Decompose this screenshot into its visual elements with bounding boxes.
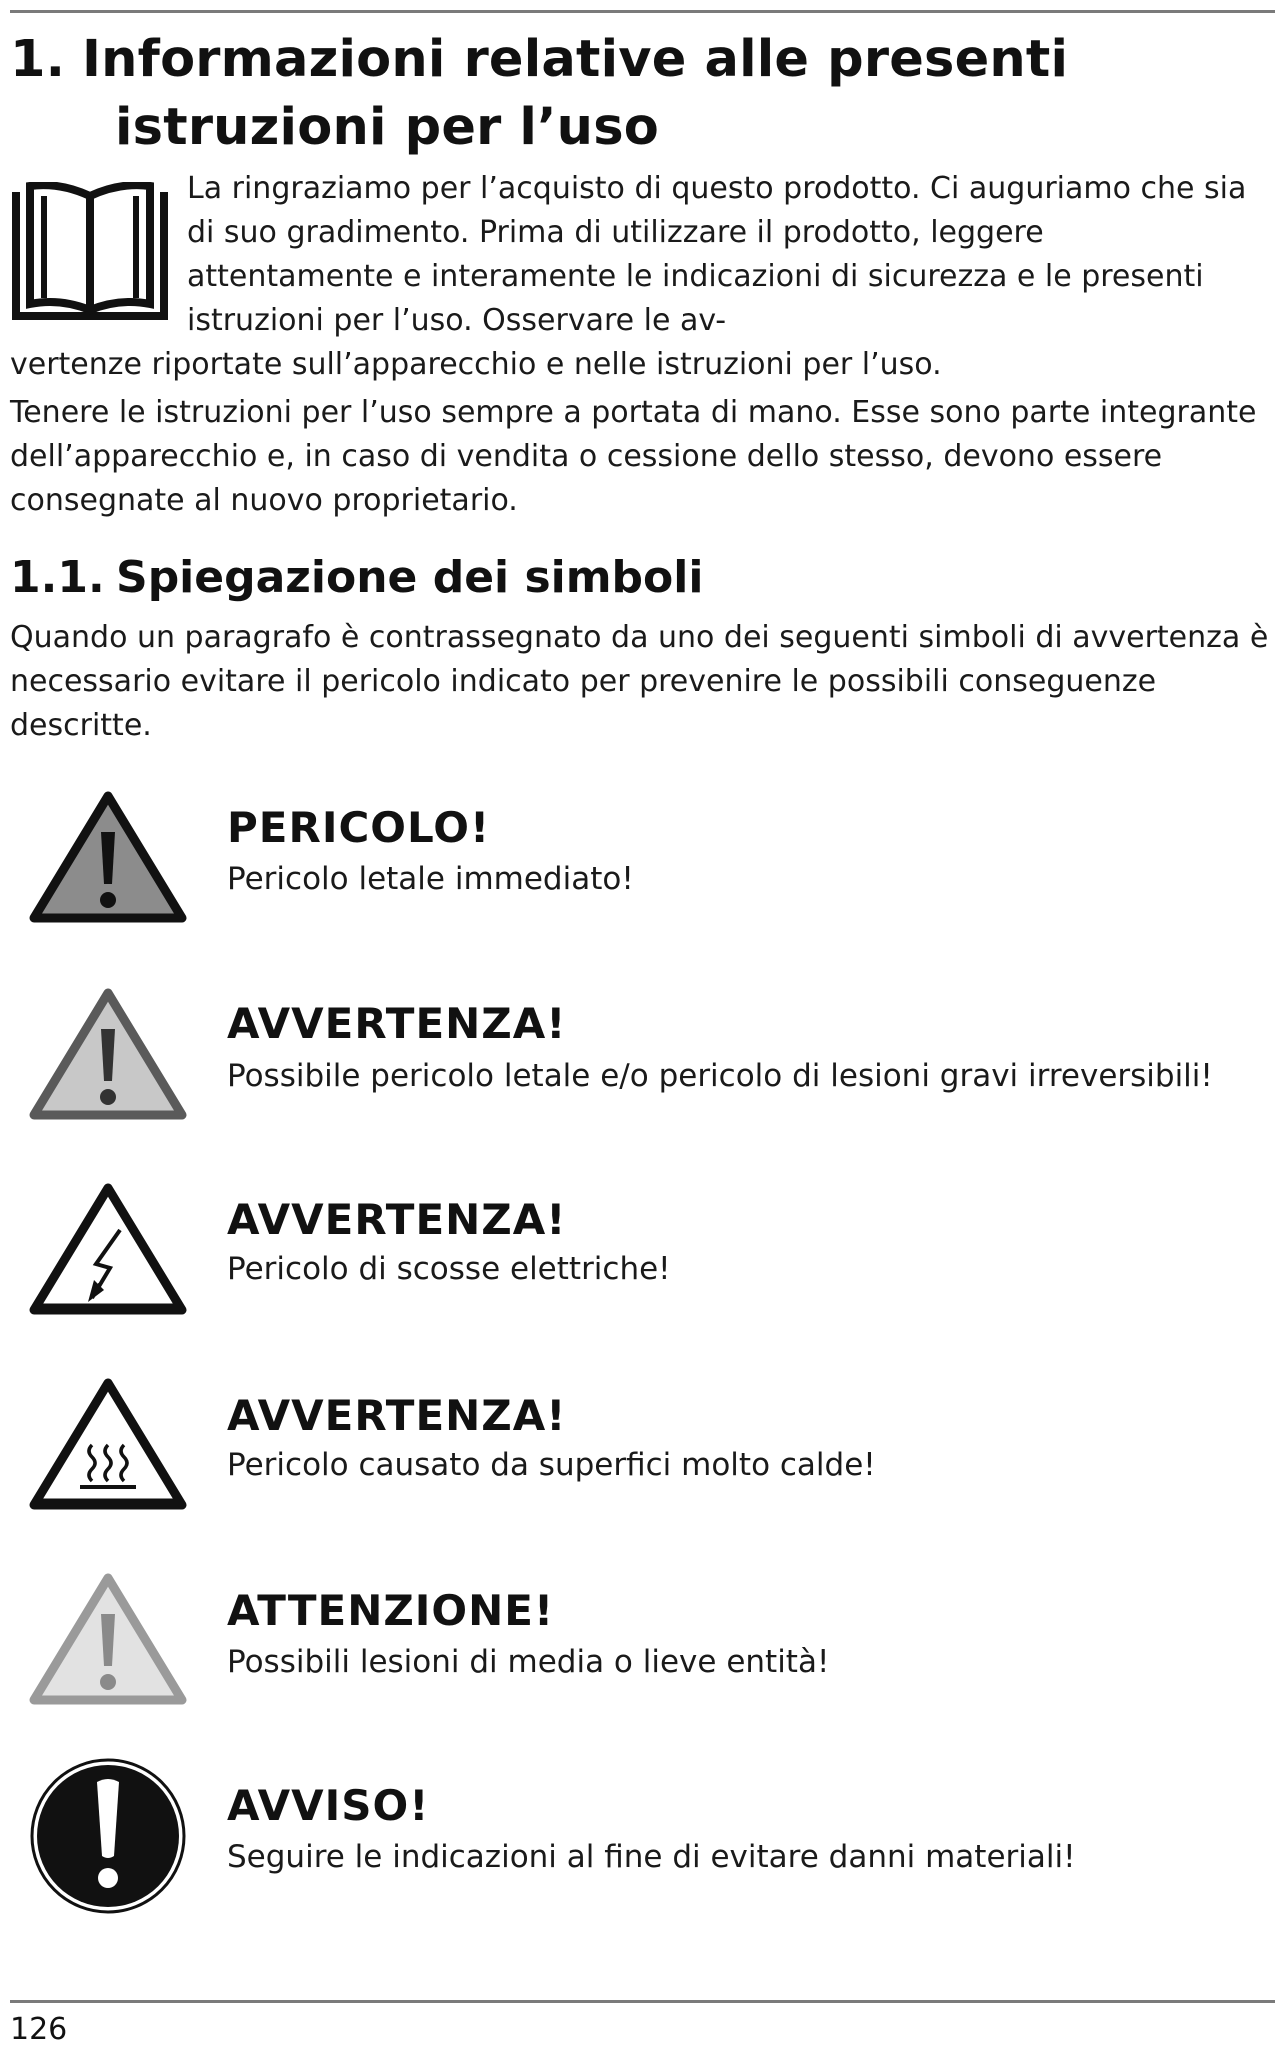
symbol-desc-hot-surface: Pericolo causato da superfici molto calde! — [227, 1447, 876, 1483]
symbol-desc-danger: Pericolo letale immediato! — [227, 861, 634, 897]
section-title-line2: istruzioni per l’uso — [115, 98, 659, 157]
symbol-title-caution: ATTENZIONE! — [227, 1586, 555, 1635]
symbol-title-danger: PERICOLO! — [227, 803, 491, 852]
symbol-title-notice: AVVISO! — [227, 1781, 430, 1830]
hot-surface-triangle-icon — [28, 1375, 188, 1535]
keep-instructions-paragraph: Tenere le istruzioni per l’uso sempre a portata di mano. Esse sono parte integrante dell’apparecchio e, in caso di vendita o cessione dello stesso, devono essere consegnate al nuovo proprietario. — [10, 395, 1257, 518]
warning-triangle-grey-icon — [28, 985, 188, 1145]
subsection-number: 1.1. — [10, 552, 105, 603]
intro-paragraph: La ringraziamo per l’acquisto di questo prodotto. Ci auguriamo che sia di suo gradimento. Prima di utilizzare il prodotto, leggere attentamente e interamente le indicazioni di sicurezza e le presenti istruzioni per l’uso. Osservare le av- — [187, 171, 1247, 338]
symbol-title-warning: AVVERTENZA! — [227, 999, 567, 1048]
top-rule — [10, 10, 1275, 13]
electric-shock-triangle-icon — [28, 1180, 188, 1340]
symbols-intro-paragraph: Quando un paragrafo è contrassegnato da uno dei seguenti simboli di avvertenza è necessario evitare il pericolo indicato per prevenire le possibili conseguenze descritte. — [10, 620, 1269, 743]
intro-paragraph-continuation: vertenze riportate sull’apparecchio e nelle istruzioni per l’uso. — [10, 347, 942, 382]
symbol-title-electric: AVVERTENZA! — [227, 1195, 567, 1244]
read-manual-icon — [12, 182, 168, 322]
page-number: 126 — [10, 2012, 68, 2047]
notice-circle-exclamation-icon — [28, 1756, 188, 1916]
section-number: 1. — [10, 30, 66, 89]
symbol-desc-electric: Pericolo di scosse elettriche! — [227, 1251, 671, 1287]
bottom-rule — [10, 2000, 1275, 2003]
caution-triangle-light-icon — [28, 1570, 188, 1730]
symbol-desc-caution: Possibili lesioni di media o lieve entità! — [227, 1644, 830, 1680]
symbol-title-hot-surface: AVVERTENZA! — [227, 1391, 567, 1440]
danger-triangle-dark-icon — [28, 788, 188, 948]
section-title-line1: Informazioni relative alle presenti — [82, 30, 1069, 89]
subsection-title: Spiegazione dei simboli — [116, 552, 704, 603]
symbol-desc-warning: Possibile pericolo letale e/o pericolo di lesioni gravi irreversibili! — [227, 1058, 1213, 1094]
symbol-desc-notice: Seguire le indicazioni al fine di evitare danni materiali! — [227, 1839, 1076, 1875]
